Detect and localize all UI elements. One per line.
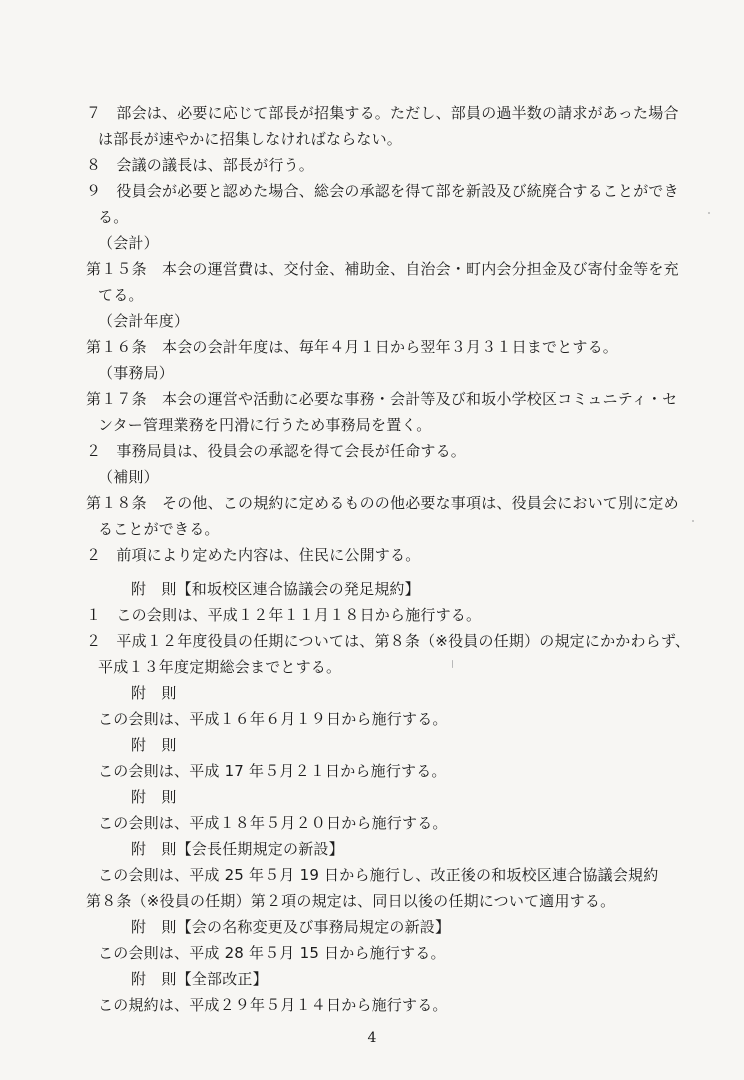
text-line: 第１７条 本会の運営や活動に必要な事務・会計等及び和坂小学校区コミュニティ・セ xyxy=(86,390,678,408)
section-heading: （会計） xyxy=(98,234,159,252)
text-line: ９ 役員会が必要と認めた場合、総会の承認を得て部を新設及び統廃合することができ xyxy=(86,182,679,200)
text-line: ることができる。 xyxy=(98,520,220,538)
text-line: 第１８条 その他、この規約に定めるものの他必要な事項は、役員会において別に定め xyxy=(86,494,679,512)
text-line: この会則は、平成１６年６月１９日から施行する。 xyxy=(98,710,448,728)
text-line: ２ 前項により定めた内容は、住民に公開する。 xyxy=(86,546,421,564)
text-line: ２ 事務局員は、役員会の承認を得て会長が任命する。 xyxy=(86,442,467,460)
text-line: １ この会則は、平成１２年１１月１８日から施行する。 xyxy=(86,606,482,624)
supplementary-heading: 附 則 xyxy=(131,736,177,754)
page-number: 4 xyxy=(367,1030,377,1046)
text-line: ７ 部会は、必要に応じて部長が招集する。ただし、部員の過半数の請求があった場合 xyxy=(86,104,679,122)
supplementary-heading: 附 則【会長任期規定の新設】 xyxy=(131,840,344,858)
supplementary-heading: 附 則【和坂校区連合協議会の発足規約】 xyxy=(131,580,420,598)
text-line: 第１５条 本会の運営費は、交付金、補助金、自治会・町内会分担金及び寄付金等を充 xyxy=(86,260,679,278)
text-line: てる。 xyxy=(98,286,144,304)
scan-speck xyxy=(692,520,694,522)
text-line: ンター管理業務を円滑に行うため事務局を置く。 xyxy=(98,416,432,434)
text-line: この規約は、平成２９年５月１４日から施行する。 xyxy=(98,996,448,1014)
text-line: 第８条（※役員の任期）第２項の規定は、同日以後の任期について適用する。 xyxy=(86,892,616,910)
text-line: ２ 平成１２年度役員の任期については、第８条（※役員の任期）の規定にかかわらず、 xyxy=(86,632,691,650)
section-heading: （会計年度） xyxy=(98,312,190,330)
text-line: この会則は、平成１８年５月２０日から施行する。 xyxy=(98,814,448,832)
supplementary-heading: 附 則【全部改正】 xyxy=(131,970,268,988)
supplementary-heading: 附 則【会の名称変更及び事務局規定の新設】 xyxy=(131,918,451,936)
text-line: は部長が速やかに招集しなければならない。 xyxy=(98,130,403,148)
supplementary-heading: 附 則 xyxy=(131,788,177,806)
text-line: 平成１３年度定期総会までとする。 xyxy=(98,658,342,676)
scan-speck xyxy=(708,212,710,214)
scan-speck xyxy=(452,660,453,668)
text-line: ８ 会議の議長は、部長が行う。 xyxy=(86,156,315,174)
section-heading: （補則） xyxy=(98,468,159,486)
text-line: この会則は、平成 25 年５月 19 日から施行し、改正後の和坂校区連合協議会規約 xyxy=(98,866,659,884)
text-line: この会則は、平成 17 年５月２１日から施行する。 xyxy=(98,762,447,780)
supplementary-heading: 附 則 xyxy=(131,684,177,702)
text-line: る。 xyxy=(98,208,129,226)
text-line: この会則は、平成 28 年５月 15 日から施行する。 xyxy=(98,944,446,962)
text-line: 第１６条 本会の会計年度は、毎年４月１日から翌年３月３１日までとする。 xyxy=(86,338,619,356)
section-heading: （事務局） xyxy=(98,364,175,382)
